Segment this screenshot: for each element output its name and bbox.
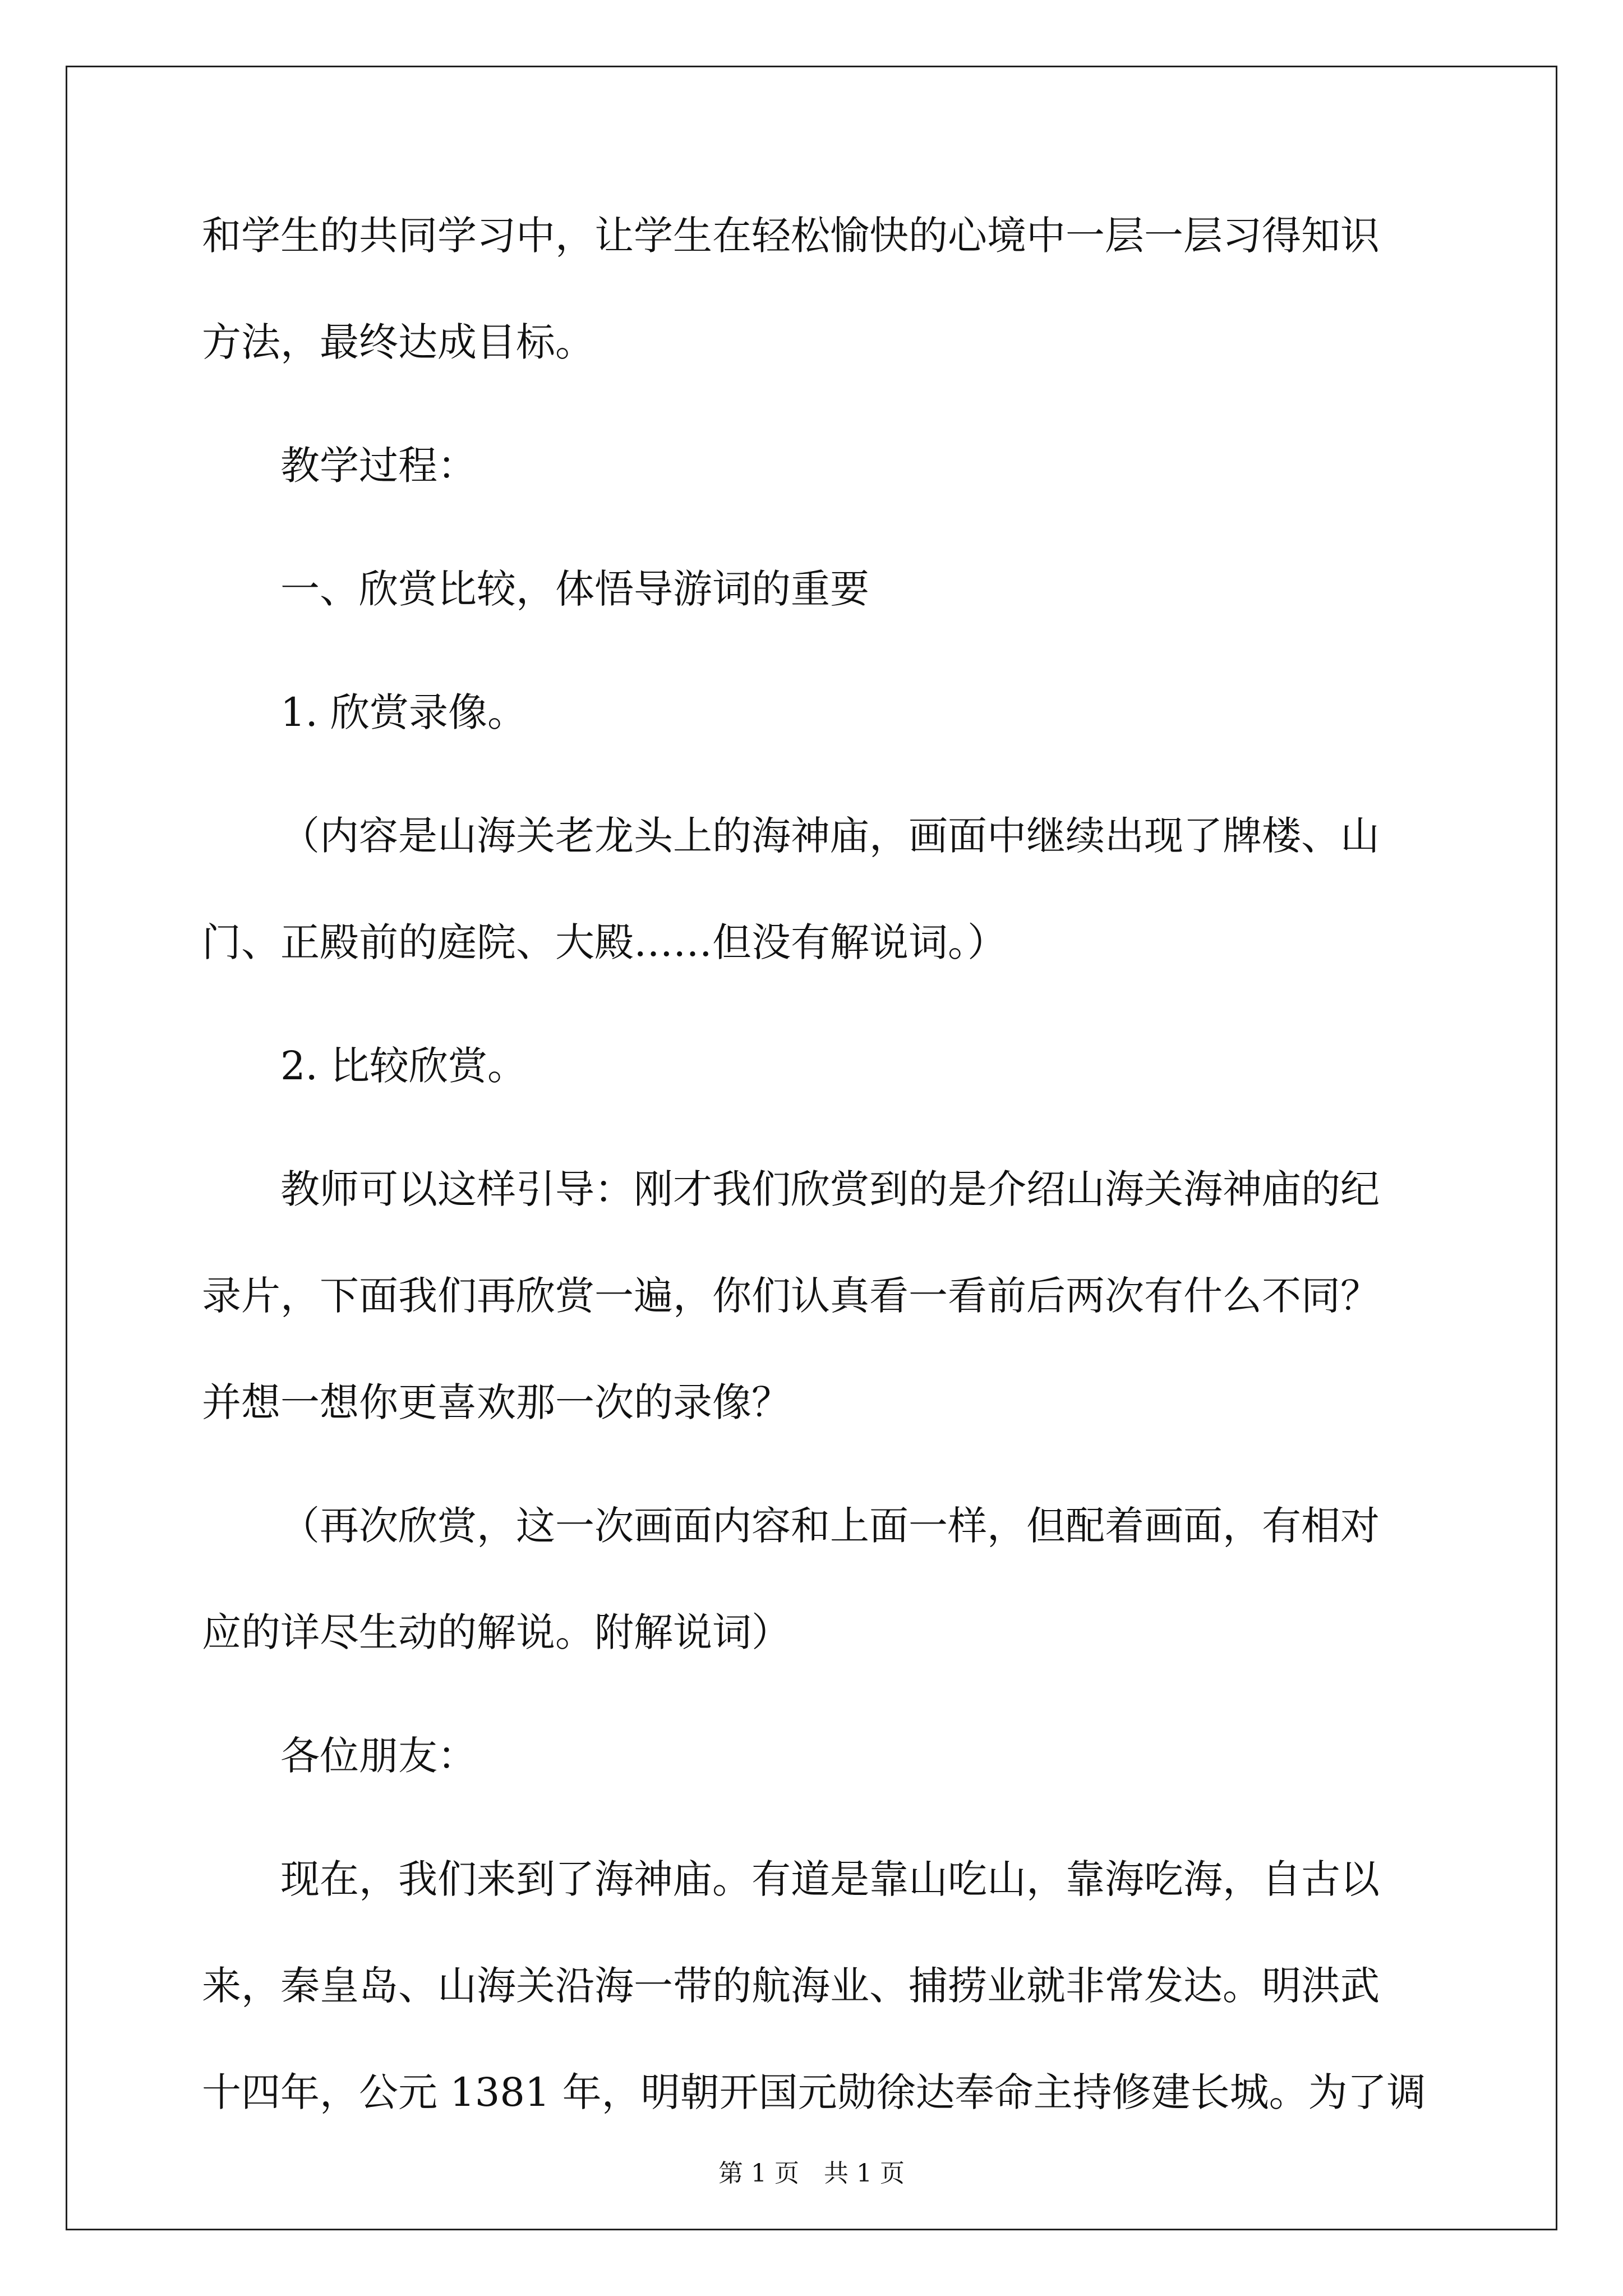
text-line: 方法，最终达成目标。 — [202, 319, 594, 365]
text-line: （再次欣赏，这一次画面内容和上面一样，但配着画面，有相对 — [280, 1503, 1380, 1549]
text-line: 各位朋友： — [280, 1733, 477, 1779]
text-line: 和学生的共同学习中，让学生在轻松愉快的心境中一层一层习得知识 — [202, 213, 1380, 259]
text-line: 录片，下面我们再欣赏一遍，你们认真看一看前后两次有什么不同？ — [202, 1273, 1380, 1319]
text-line: 门、正殿前的庭院、大殿……但没有解说词。） — [202, 919, 1007, 965]
section-heading: 一、欣赏比较，体悟导游词的重要 — [280, 566, 869, 612]
page-number-footer: 第 1 页 共 1 页 — [718, 2159, 905, 2188]
text-line: 现在，我们来到了海神庙。有道是靠山吃山，靠海吃海，自古以 — [280, 1856, 1380, 1902]
text-line: （内容是山海关老龙头上的海神庙，画面中继续出现了牌楼、山 — [280, 813, 1380, 859]
text-line: 2. 比较欣赏。 — [280, 1043, 527, 1089]
text-line: 教学过程： — [280, 443, 477, 489]
text-line: 并想一想你更喜欢那一次的录像？ — [202, 1379, 791, 1425]
text-line: 应的详尽生动的解说。附解说词） — [202, 1609, 791, 1655]
text-line: 教师可以这样引导：刚才我们欣赏到的是介绍山海关海神庙的纪 — [280, 1166, 1380, 1212]
text-line: 1. 欣赏录像。 — [280, 689, 527, 735]
text-line: 来，秦皇岛、山海关沿海一带的航海业、捕捞业就非常发达。明洪武 — [202, 1963, 1380, 2009]
text-line: 十四年，公元 1381 年，明朝开国元勋徐达奉命主持修建长城。为了调 — [202, 2069, 1426, 2115]
